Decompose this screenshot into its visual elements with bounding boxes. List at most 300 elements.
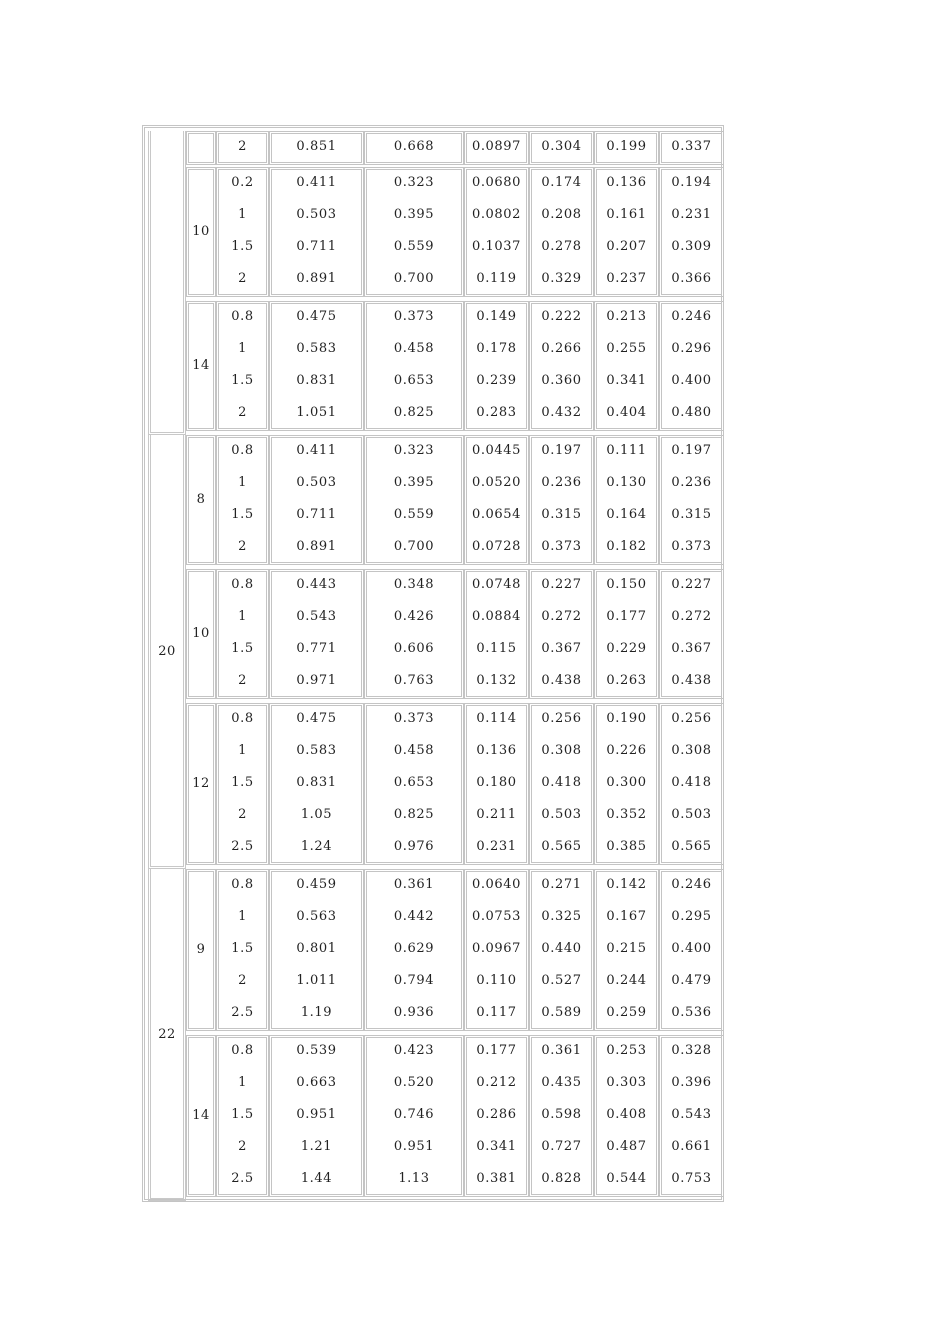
diameter-label: 22 [158,1027,176,1042]
table-cell: 0.278 [541,239,582,254]
table-cell: 2 [238,539,247,554]
table-cell: 0.475 [296,309,337,324]
table-cell: 0.253 [606,1043,647,1058]
value-column [364,435,464,565]
value-column [269,1035,364,1197]
table-cell: 0.438 [541,673,582,688]
table-cell: 1.13 [398,1171,430,1186]
table-cell: 0.0748 [471,577,522,592]
table-cell: 0.174 [541,175,582,190]
table-cell: 0.544 [606,1171,647,1186]
pitch-label: 14 [192,1108,210,1123]
table-cell: 0.227 [671,577,712,592]
table-cell: 0.700 [393,271,435,286]
table-cell: 0.142 [606,877,647,892]
value-column [269,869,364,1031]
table-cell: 0.400 [671,941,712,956]
table-cell: 0.0680 [471,175,522,190]
table-cell: 0.136 [476,743,517,758]
value-column [364,703,464,865]
table-cell: 0.851 [296,139,337,154]
table-cell: 0.435 [541,1075,582,1090]
table-cell: 0.459 [296,877,337,892]
table-cell: 0.361 [541,1043,582,1058]
table-cell: 0.831 [296,373,337,388]
diameter-cell [148,869,186,1201]
table-cell: 0.668 [393,139,435,154]
table-cell: 0.194 [671,175,712,190]
table-cell: 0.0802 [471,207,522,222]
table-cell: 0.329 [541,271,582,286]
table-cell: 0.598 [541,1107,582,1122]
table-cell: 0.111 [606,443,647,458]
value-column [659,869,724,1031]
value-column [464,869,529,1031]
table-cell: 0.891 [296,271,337,286]
pitch-label: 10 [192,224,210,239]
value-column [216,301,269,431]
table-cell: 0.130 [606,475,647,490]
table-cell: 1 [238,341,247,356]
table-cell: 2 [238,405,247,420]
table-cell: 1.21 [300,1139,333,1154]
table-cell: 2 [238,807,247,822]
table-cell: 0.653 [393,373,435,388]
table-cell: 0.1037 [471,239,522,254]
table-cell: 1.5 [231,239,254,254]
value-column [529,435,594,565]
table-cell: 0.831 [296,775,337,790]
table-cell: 1.5 [231,373,254,388]
table-cell: 0.480 [671,405,712,420]
table-cell: 0.348 [393,577,435,592]
table-cell: 0.132 [476,673,517,688]
table-cell: 0.197 [541,443,582,458]
table-cell: 0.520 [393,1075,435,1090]
value-column [594,435,659,565]
value-column [216,435,269,565]
table-cell: 0.244 [606,973,647,988]
table-cell: 1.011 [296,973,337,988]
table-cell: 0.418 [541,775,582,790]
table-cell: 0.458 [393,341,435,356]
table-cell: 0.199 [606,139,647,154]
table-cell: 0.215 [606,941,647,956]
table-cell: 0.951 [393,1139,435,1154]
table-cell: 0.629 [393,941,435,956]
table-cell: 1.051 [296,405,337,420]
table-cell: 0.440 [541,941,582,956]
table-cell: 0.325 [541,909,582,924]
value-column [216,869,269,1031]
value-column [529,703,594,865]
table-cell: 0.304 [541,139,582,154]
table-cell: 0.411 [296,175,337,190]
value-column [364,569,464,699]
table-cell: 0.180 [476,775,517,790]
table-cell: 0.503 [296,475,337,490]
table-cell: 0.255 [606,341,647,356]
value-column [594,869,659,1031]
table-cell: 1.5 [231,641,254,656]
table-cell: 0.475 [296,711,337,726]
table-cell: 2 [238,139,247,154]
table-cell: 2 [238,1139,247,1154]
table-cell: 0.236 [541,475,582,490]
value-column [216,1035,269,1197]
table-cell: 0.367 [671,641,712,656]
table-cell: 0.211 [476,807,517,822]
table-cell: 0.771 [296,641,337,656]
table-cell: 0.149 [476,309,517,324]
table-cell: 0.400 [671,373,712,388]
pitch-cell [186,435,216,565]
table-cell: 0.971 [296,673,337,688]
table-cell: 0.341 [476,1139,517,1154]
table-cell: 0.746 [393,1107,435,1122]
pitch-cell [186,167,216,297]
table-cell: 0.565 [541,839,582,854]
value-column [659,569,724,699]
table-cell: 0.753 [671,1171,712,1186]
table-cell: 0.442 [393,909,435,924]
table-cell: 0.0640 [471,877,522,892]
table-cell: 1.19 [300,1005,333,1020]
table-cell: 0.432 [541,405,582,420]
table-cell: 0.536 [671,1005,712,1020]
table-cell: 0.825 [393,807,435,822]
value-column [464,167,529,297]
value-column [529,1035,594,1197]
pitch-cell [186,301,216,431]
table-cell: 0.0884 [471,609,522,624]
table-cell: 0.381 [476,1171,517,1186]
table-cell: 0.583 [296,743,337,758]
table-cell: 0.323 [393,175,435,190]
table-cell: 0.114 [476,711,517,726]
table-cell: 0.341 [606,373,647,388]
pitch-cell [186,569,216,699]
table-cell: 1.5 [231,775,254,790]
value-column [659,1035,724,1197]
table-cell: 0.283 [476,405,517,420]
table-cell: 0.366 [671,271,712,286]
table-cell: 0.239 [476,373,517,388]
value-column [659,167,724,297]
value-column [464,131,529,165]
table-cell: 2.5 [231,839,254,854]
pitch-label: 14 [192,358,210,373]
table-cell: 0.763 [393,673,435,688]
table-cell: 0.426 [393,609,435,624]
data-table [142,125,724,1202]
table-cell: 0.395 [393,475,435,490]
table-cell: 0.606 [393,641,435,656]
table-cell: 0.177 [476,1043,517,1058]
table-cell: 0.272 [671,609,712,624]
table-cell: 0.164 [606,507,647,522]
table-cell: 0.373 [393,711,435,726]
table-cell: 0.117 [476,1005,517,1020]
table-cell: 0.266 [541,341,582,356]
value-column [269,301,364,431]
table-cell: 0.352 [606,807,647,822]
table-cell: 0.711 [296,239,337,254]
table-cell: 0.361 [393,877,435,892]
table-cell: 0.308 [671,743,712,758]
table-cell: 0.661 [671,1139,712,1154]
table-cell: 0.303 [606,1075,647,1090]
table-cell: 0.539 [296,1043,337,1058]
table-cell: 0.396 [671,1075,712,1090]
table-cell: 0.309 [671,239,712,254]
table-cell: 0.272 [541,609,582,624]
value-column [216,569,269,699]
table-cell: 0.236 [671,475,712,490]
table-cell: 0.0654 [471,507,522,522]
value-column [659,435,724,565]
value-column [464,301,529,431]
table-cell: 0.295 [671,909,712,924]
value-column [529,167,594,297]
table-cell: 0.385 [606,839,647,854]
table-cell: 0.373 [541,539,582,554]
table-cell: 0.197 [671,443,712,458]
table-cell: 0.583 [296,341,337,356]
table-cell: 0.503 [296,207,337,222]
table-cell: 0.119 [476,271,517,286]
table-cell: 1 [238,475,247,490]
table-cell: 0.263 [606,673,647,688]
table-cell: 0.503 [671,807,712,822]
table-cell: 0.190 [606,711,647,726]
table-cell: 0.212 [476,1075,517,1090]
table-cell: 1.5 [231,507,254,522]
pitch-cell [186,703,216,865]
value-column [594,167,659,297]
value-column [269,167,364,297]
value-column [216,167,269,297]
table-cell: 0.8 [231,877,254,892]
table-cell: 0.167 [606,909,647,924]
table-cell: 0.207 [606,239,647,254]
diameter-cell [148,435,186,869]
table-cell: 0.246 [671,877,712,892]
table-cell: 0.373 [671,539,712,554]
value-column [464,1035,529,1197]
value-column [364,869,464,1031]
value-column [529,869,594,1031]
table-cell: 0.479 [671,973,712,988]
table-cell: 0.150 [606,577,647,592]
diameter-label: 20 [158,644,176,659]
value-column [269,569,364,699]
table-cell: 0.503 [541,807,582,822]
table-cell: 0.951 [296,1107,337,1122]
pitch-cell [186,1035,216,1197]
table-cell: 0.828 [541,1171,582,1186]
table-cell: 1.44 [300,1171,333,1186]
table-cell: 0.8 [231,309,254,324]
value-column [464,435,529,565]
table-cell: 1.5 [231,1107,254,1122]
value-column [594,131,659,165]
table-cell: 1.05 [300,807,333,822]
table-cell: 0.589 [541,1005,582,1020]
table-cell: 1 [238,207,247,222]
table-cell: 0.8 [231,1043,254,1058]
table-cell: 0.110 [476,973,517,988]
table-cell: 0.443 [296,577,337,592]
value-column [464,569,529,699]
value-column [594,1035,659,1197]
table-cell: 0.527 [541,973,582,988]
pitch-label: 8 [196,492,206,507]
table-cell: 1.24 [300,839,333,854]
table-cell: 1.5 [231,941,254,956]
table-cell: 0.0897 [471,139,522,154]
table-cell: 0.208 [541,207,582,222]
value-column [659,301,724,431]
value-column [594,301,659,431]
table-cell: 0.418 [671,775,712,790]
table-cell: 1 [238,743,247,758]
table-cell: 0.2 [231,175,254,190]
value-column [529,569,594,699]
pitch-label: 10 [192,626,210,641]
table-cell: 0.271 [541,877,582,892]
table-cell: 0.404 [606,405,647,420]
value-column [216,131,269,165]
table-cell: 0.559 [393,507,435,522]
table-cell: 1 [238,1075,247,1090]
table-cell: 0.559 [393,239,435,254]
table-cell: 0.308 [541,743,582,758]
value-column [216,703,269,865]
table-cell: 0.286 [476,1107,517,1122]
table-cell: 2.5 [231,1005,254,1020]
table-cell: 0.328 [671,1043,712,1058]
table-cell: 0.360 [541,373,582,388]
table-cell: 0.700 [393,539,435,554]
table-cell: 0.337 [671,139,712,154]
table-cell: 0.565 [671,839,712,854]
table-cell: 0.300 [606,775,647,790]
diameter-cell [148,131,186,435]
table-cell: 0.0728 [471,539,522,554]
table-cell: 0.563 [296,909,337,924]
table-cell: 0.161 [606,207,647,222]
value-column [594,569,659,699]
value-column [464,703,529,865]
pitch-label: 9 [196,942,206,957]
table-cell: 0.458 [393,743,435,758]
table-cell: 0.296 [671,341,712,356]
table-cell: 0.8 [231,711,254,726]
table-cell: 0.438 [671,673,712,688]
table-cell: 0.237 [606,271,647,286]
table-cell: 1 [238,909,247,924]
table-cell: 0.115 [476,641,517,656]
table-cell: 0.231 [671,207,712,222]
table-cell: 0.543 [671,1107,712,1122]
table-cell: 0.0520 [471,475,522,490]
table-cell: 2 [238,271,247,286]
table-cell: 0.226 [606,743,647,758]
table-cell: 0.801 [296,941,337,956]
table-cell: 0.227 [541,577,582,592]
table-cell: 0.177 [606,609,647,624]
table-cell: 0.231 [476,839,517,854]
table-cell: 0.395 [393,207,435,222]
table-cell: 0.222 [541,309,582,324]
table-cell: 2 [238,973,247,988]
table-cell: 0.976 [393,839,435,854]
table-cell: 0.246 [671,309,712,324]
table-cell: 0.653 [393,775,435,790]
table-cell: 0.256 [671,711,712,726]
table-cell: 0.408 [606,1107,647,1122]
table-cell: 0.0753 [471,909,522,924]
table-cell: 0.229 [606,641,647,656]
table-cell: 0.8 [231,443,254,458]
table-cell: 0.136 [606,175,647,190]
value-column [529,301,594,431]
table-cell: 0.323 [393,443,435,458]
value-column [269,703,364,865]
value-column [269,131,364,165]
table-cell: 0.259 [606,1005,647,1020]
value-column [594,703,659,865]
table-cell: 0.213 [606,309,647,324]
pitch-cell [186,131,216,165]
table-cell: 0.663 [296,1075,337,1090]
table-cell: 0.367 [541,641,582,656]
table-cell: 0.794 [393,973,435,988]
table-cell: 0.315 [671,507,712,522]
table-cell: 0.891 [296,539,337,554]
value-column [659,131,724,165]
value-column [364,167,464,297]
value-column [529,131,594,165]
table-cell: 0.711 [296,507,337,522]
table-cell: 0.487 [606,1139,647,1154]
table-cell: 2.5 [231,1171,254,1186]
table-cell: 1 [238,609,247,624]
table-cell: 0.825 [393,405,435,420]
value-column [659,703,724,865]
value-column [364,1035,464,1197]
table-cell: 0.0445 [471,443,522,458]
pitch-label: 12 [192,776,210,791]
table-cell: 0.315 [541,507,582,522]
table-cell: 0.256 [541,711,582,726]
pitch-cell [186,869,216,1031]
value-column [269,435,364,565]
table-cell: 2 [238,673,247,688]
table-cell: 0.178 [476,341,517,356]
value-column [364,301,464,431]
value-column [364,131,464,165]
table-cell: 0.423 [393,1043,435,1058]
table-cell: 0.411 [296,443,337,458]
table-cell: 0.543 [296,609,337,624]
table-cell: 0.727 [541,1139,582,1154]
table-cell: 0.182 [606,539,647,554]
table-cell: 0.0967 [471,941,522,956]
table-cell: 0.936 [393,1005,435,1020]
table-cell: 0.8 [231,577,254,592]
